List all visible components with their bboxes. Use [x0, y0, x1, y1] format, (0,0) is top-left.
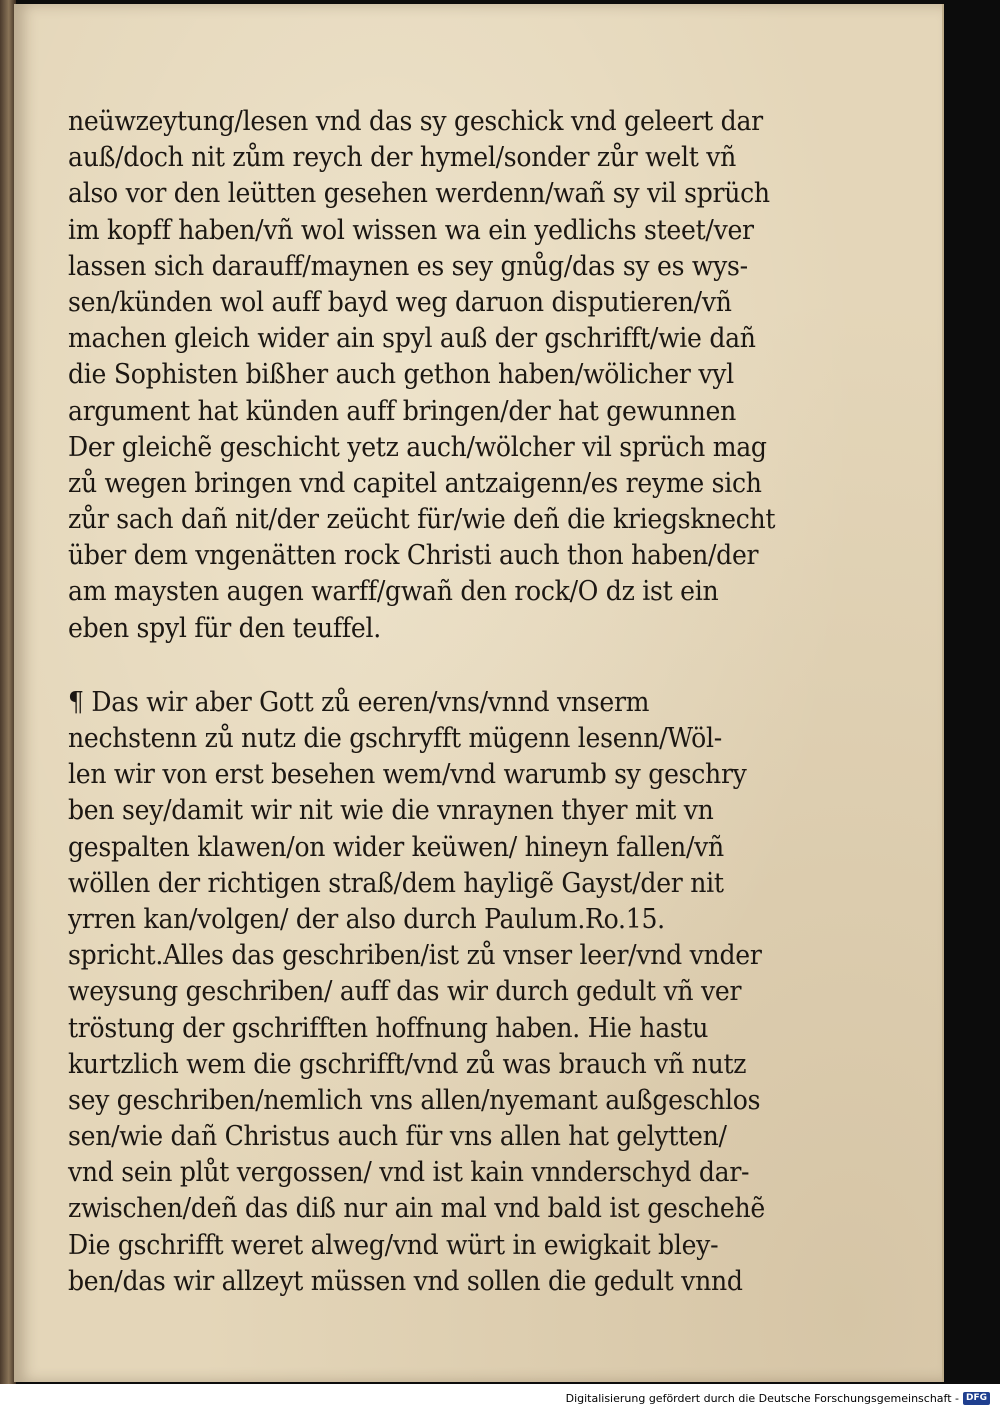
- text-line: zwischen/deñ das diß nur ain mal vnd bald ist geschehẽ: [68, 1193, 765, 1225]
- text-line: zůr sach dañ nit/der zeücht für/wie deñ die kriegsknecht: [68, 504, 776, 536]
- text-line: zů wegen bringen vnd capitel antzaigenn/es reyme sich: [68, 467, 762, 499]
- text-line: argument hat künden auff bringen/der hat gewunnen: [68, 395, 737, 427]
- text-line: machen gleich wider ain spyl auß der gschrifft/wie dañ: [68, 323, 756, 355]
- text-line: tröstung der gschrifften hoffnung haben. Hie hastu: [68, 1012, 709, 1044]
- text-line: Die gschrifft weret alweg/vnd würt in ewigkait bley-: [68, 1229, 719, 1261]
- text-line: im kopff haben/vñ wol wissen wa ein yedlichs steet/ver: [68, 214, 754, 246]
- text-line: sen/wie dañ Christus auch für vns allen hat gelytten/: [68, 1121, 727, 1153]
- text-line: sey geschriben/nemlich vns allen/nyemant außgeschlos: [68, 1084, 761, 1116]
- text-line: die Sophisten bißher auch gethon haben/wölicher vyl: [68, 359, 734, 391]
- text-line: ben/das wir allzeyt müssen vnd sollen die gedult vnnd: [68, 1265, 743, 1297]
- text-line: eben spyl für den teuffel.: [68, 612, 381, 644]
- text-line: wöllen der richtigen straß/dem hayligẽ Gayst/der nit: [68, 867, 724, 899]
- text-line: sen/künden wol auff bayd weg daruon disputieren/vñ: [68, 286, 732, 318]
- text-block: [68, 104, 776, 1300]
- footer: [566, 1392, 990, 1405]
- text-line: weysung geschriben/ auff das wir durch gedult vñ ver: [68, 976, 742, 1008]
- footer-credit: Digitalisierung gefördert durch die Deutsche Forschungsgemeinschaft -: [565, 1392, 959, 1405]
- text-line: über dem vngenätten rock Christi auch thon haben/der: [68, 540, 759, 572]
- text-line: spricht.Alles das geschriben/ist zů vnser leer/vnd vnder: [68, 940, 762, 972]
- text-line: lassen sich darauff/maynen es sey gnůg/das sy es wys-: [68, 250, 748, 282]
- text-line: gespalten klawen/on wider keüwen/ hineyn fallen/vñ: [68, 831, 724, 863]
- text-line: ben sey/damit wir nit wie die vnraynen thyer mit vn: [68, 795, 714, 827]
- paragraph-2: [68, 685, 765, 1300]
- text-line: am maysten augen warff/gwañ den rock/O dz ist ein: [68, 576, 719, 608]
- text-line: vnd sein plůt vergossen/ vnd ist kain vnnderschyd dar-: [68, 1157, 750, 1189]
- text-line: auß/doch nit zům reych der hymel/sonder zůr welt vñ: [68, 142, 737, 174]
- text-line: len wir von erst besehen wem/vnd warumb sy geschry: [68, 759, 747, 791]
- text-line: kurtzlich wem die gschrifft/vnd zů was brauch vñ nutz: [68, 1048, 747, 1080]
- text-line: yrren kan/volgen/ der also durch Paulum.Ro.15.: [68, 903, 665, 935]
- text-line: neüwzeytung/lesen vnd das sy geschick vnd geleert dar: [68, 106, 763, 137]
- dfg-logo: DFG: [963, 1392, 990, 1405]
- text-line: also vor den leütten gesehen werdenn/wañ sy vil sprüch: [68, 178, 770, 210]
- book-page: [14, 4, 944, 1382]
- text-line: ¶ Das wir aber Gott zů eeren/vns/vnnd vnserm: [68, 686, 650, 718]
- text-line: Der gleichẽ geschicht yetz auch/wölcher vil sprüch mag: [68, 431, 767, 463]
- paragraph-1: [68, 104, 776, 647]
- text-line: nechstenn zů nutz die gschryfft mügenn lesenn/Wöl-: [68, 723, 722, 754]
